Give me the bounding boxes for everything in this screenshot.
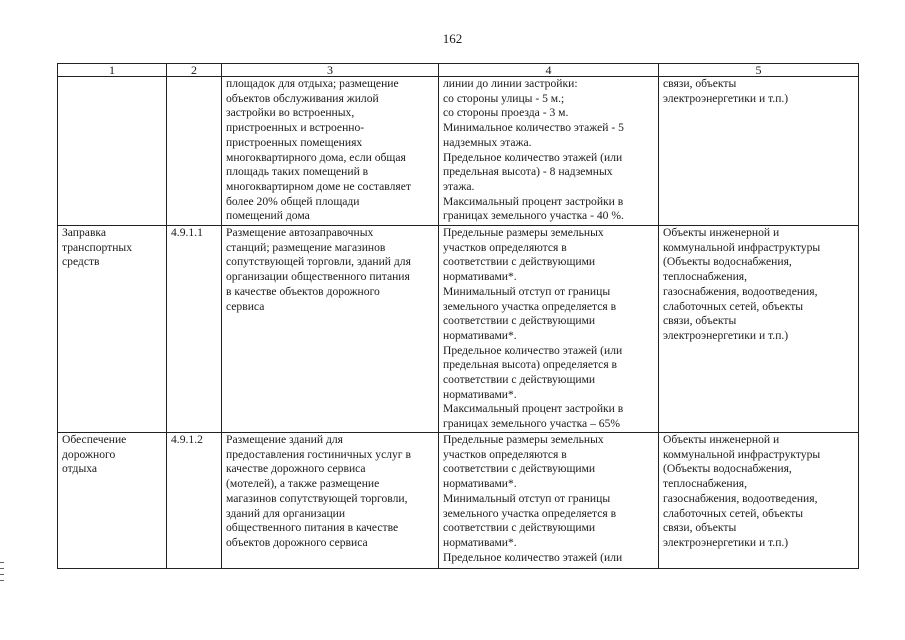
cell-text-line: организации общественного питания bbox=[226, 270, 410, 284]
column-header-1: 1 bbox=[58, 64, 167, 77]
cell-text-line: соответствии с действующими bbox=[443, 314, 596, 328]
cell-text-line: Размещение автозаправочных bbox=[226, 226, 374, 239]
cell-text-line: связи, объекты bbox=[663, 521, 737, 535]
cell-text-line: электроэнергетики и т.п.) bbox=[663, 535, 789, 549]
cell-text-line: земельного участка определяется в bbox=[443, 506, 617, 520]
cell-text-line: нормативами*. bbox=[443, 535, 517, 549]
parameters-cell bbox=[439, 226, 659, 433]
cell-text-line: площадь таких помещений в bbox=[226, 165, 369, 179]
cell-text-line: Объекты инженерной и bbox=[663, 433, 780, 446]
infrastructure-cell bbox=[659, 77, 859, 226]
cell-text-line: многоквартирного дома, если общая bbox=[226, 150, 406, 164]
cell-text-line: пристроенных и встроенно- bbox=[226, 121, 365, 135]
land-use-table bbox=[57, 63, 859, 569]
cell-text-line: общественного питания в качестве bbox=[226, 521, 399, 535]
cell-text-line: 4.9.1.1 bbox=[171, 226, 203, 239]
cell-text-line: нормативами*. bbox=[443, 477, 517, 491]
table-row bbox=[58, 226, 859, 433]
cell-text-line: Минимальное количество этажей - 5 bbox=[443, 121, 624, 135]
table-row bbox=[58, 433, 859, 569]
cell-text-line: Максимальный процент застройки в bbox=[443, 194, 624, 208]
cell-text-line: Объекты инженерной и bbox=[663, 226, 780, 239]
cell-text-line: соответствии с действующими bbox=[443, 521, 596, 535]
cell-text-line: со стороны улицы - 5 м.; bbox=[443, 91, 565, 105]
column-header-4: 4 bbox=[439, 64, 659, 77]
use-description-cell bbox=[222, 433, 439, 569]
cell-text-line: связи, объекты bbox=[663, 77, 737, 90]
cell-text-line: магазинов сопутствующей торговли, bbox=[226, 491, 408, 505]
cell-text-line: объектов обслуживания жилой bbox=[226, 91, 379, 105]
cell-text-line: Максимальный процент застройки в bbox=[443, 402, 624, 416]
header-row bbox=[58, 64, 859, 77]
cell-text-line: нормативами*. bbox=[443, 328, 517, 342]
cell-text-line: участков определяются в bbox=[443, 447, 567, 461]
column-header-5: 5 bbox=[659, 64, 859, 77]
cell-text-line: (Объекты водоснабжения, bbox=[663, 462, 792, 476]
cell-text-line: слаботочных сетей, объекты bbox=[663, 506, 804, 520]
cell-text-line: зданий для организации bbox=[226, 506, 346, 520]
cell-text-line: этажа. bbox=[443, 179, 475, 193]
cell-text-line: границах земельного участка - 40 %. bbox=[443, 209, 624, 223]
cell-text-line: сервиса bbox=[226, 299, 265, 313]
cell-text-line: со стороны проезда - 3 м. bbox=[443, 106, 569, 120]
cell-text-line: 4.9.1.2 bbox=[171, 433, 203, 446]
cell-text-line: объектов дорожного сервиса bbox=[226, 535, 368, 549]
cell-text-line: станций; размещение магазинов bbox=[226, 240, 386, 254]
use-description-cell bbox=[222, 77, 439, 226]
cell-text-line: Обеспечение bbox=[62, 433, 127, 446]
cell-text-line: площадок для отдыха; размещение bbox=[226, 77, 399, 90]
cell-text-line: более 20% общей площади bbox=[226, 194, 360, 208]
use-description-cell bbox=[222, 226, 439, 433]
infrastructure-cell bbox=[659, 433, 859, 569]
cell-text-line: дорожного bbox=[62, 447, 116, 461]
cell-text-line: теплоснабжения, bbox=[663, 270, 748, 284]
cell-text-line: связи, объекты bbox=[663, 314, 737, 328]
table-row bbox=[58, 77, 859, 226]
cell-text-line: Минимальный отступ от границы bbox=[443, 284, 611, 298]
cell-text-line: (Объекты водоснабжения, bbox=[663, 255, 792, 269]
use-code-cell bbox=[167, 77, 222, 226]
cell-text-line: Предельное количество этажей (или bbox=[443, 550, 623, 564]
cell-text-line: Предельное количество этажей (или bbox=[443, 343, 623, 357]
cell-text-line: качестве дорожного сервиса bbox=[226, 462, 366, 476]
parameters-cell bbox=[439, 433, 659, 569]
infrastructure-cell bbox=[659, 226, 859, 433]
cell-text-line: соответствии с действующими bbox=[443, 373, 596, 387]
cell-text-line: электроэнергетики и т.п.) bbox=[663, 91, 789, 105]
cell-text-line: сопутствующей торговли, зданий для bbox=[226, 255, 411, 269]
cell-text-line: коммунальной инфраструктуры bbox=[663, 240, 821, 254]
cell-text-line: многоквартирном доме не составляет bbox=[226, 179, 411, 193]
parameters-cell bbox=[439, 77, 659, 226]
cell-text-line: земельного участка определяется в bbox=[443, 299, 617, 313]
cell-text-line: Минимальный отступ от границы bbox=[443, 491, 611, 505]
cell-text-line: Заправка bbox=[62, 226, 107, 239]
use-code-cell bbox=[167, 226, 222, 433]
cell-text-line: в качестве объектов дорожного bbox=[226, 284, 380, 298]
use-name-cell bbox=[58, 77, 167, 226]
cell-text-line: границах земельного участка – 65% bbox=[443, 417, 621, 431]
cell-text-line: Предельные размеры земельных bbox=[443, 226, 604, 239]
cell-text-line: газоснабжения, водоотведения, bbox=[663, 284, 818, 298]
cell-text-line: предельная высота) определяется в bbox=[443, 358, 618, 372]
cell-text-line: линии до линии застройки: bbox=[443, 77, 578, 90]
use-name-cell bbox=[58, 433, 167, 569]
cell-text-line: соответствии с действующими bbox=[443, 462, 596, 476]
cell-text-line: Предельное количество этажей (или bbox=[443, 150, 623, 164]
use-name-cell bbox=[58, 226, 167, 433]
cell-text-line: отдыха bbox=[62, 462, 98, 476]
cell-text-line: газоснабжения, водоотведения, bbox=[663, 491, 818, 505]
cell-text-line: Размещение зданий для bbox=[226, 433, 343, 446]
cell-text-line: пристроенных помещениях bbox=[226, 135, 363, 149]
cell-text-line: участков определяются в bbox=[443, 240, 567, 254]
column-header-2: 2 bbox=[167, 64, 222, 77]
cell-text-line: помещений дома bbox=[226, 209, 310, 223]
cell-text-line: транспортных bbox=[62, 240, 133, 254]
cell-text-line: застройки во встроенных, bbox=[226, 106, 355, 120]
cell-text-line: предоставления гостиничных услуг в bbox=[226, 447, 411, 461]
cell-text-line: соответствии с действующими bbox=[443, 255, 596, 269]
cell-text-line: средств bbox=[62, 255, 100, 269]
use-code-cell bbox=[167, 433, 222, 569]
cell-text-line: слаботочных сетей, объекты bbox=[663, 299, 804, 313]
cell-text-line: (мотелей), а также размещение bbox=[226, 477, 380, 491]
page-number: 162 bbox=[442, 31, 463, 46]
cell-text-line: теплоснабжения, bbox=[663, 477, 748, 491]
cell-text-line: надземных этажа. bbox=[443, 135, 532, 149]
cell-text-line: Предельные размеры земельных bbox=[443, 433, 604, 446]
margin-marks bbox=[0, 562, 4, 586]
cell-text-line: нормативами*. bbox=[443, 270, 517, 284]
cell-text-line: нормативами*. bbox=[443, 387, 517, 401]
cell-text-line: электроэнергетики и т.п.) bbox=[663, 328, 789, 342]
cell-text-line: коммунальной инфраструктуры bbox=[663, 447, 821, 461]
cell-text-line: предельная высота) - 8 надземных bbox=[443, 165, 613, 179]
column-header-3: 3 bbox=[222, 64, 439, 77]
